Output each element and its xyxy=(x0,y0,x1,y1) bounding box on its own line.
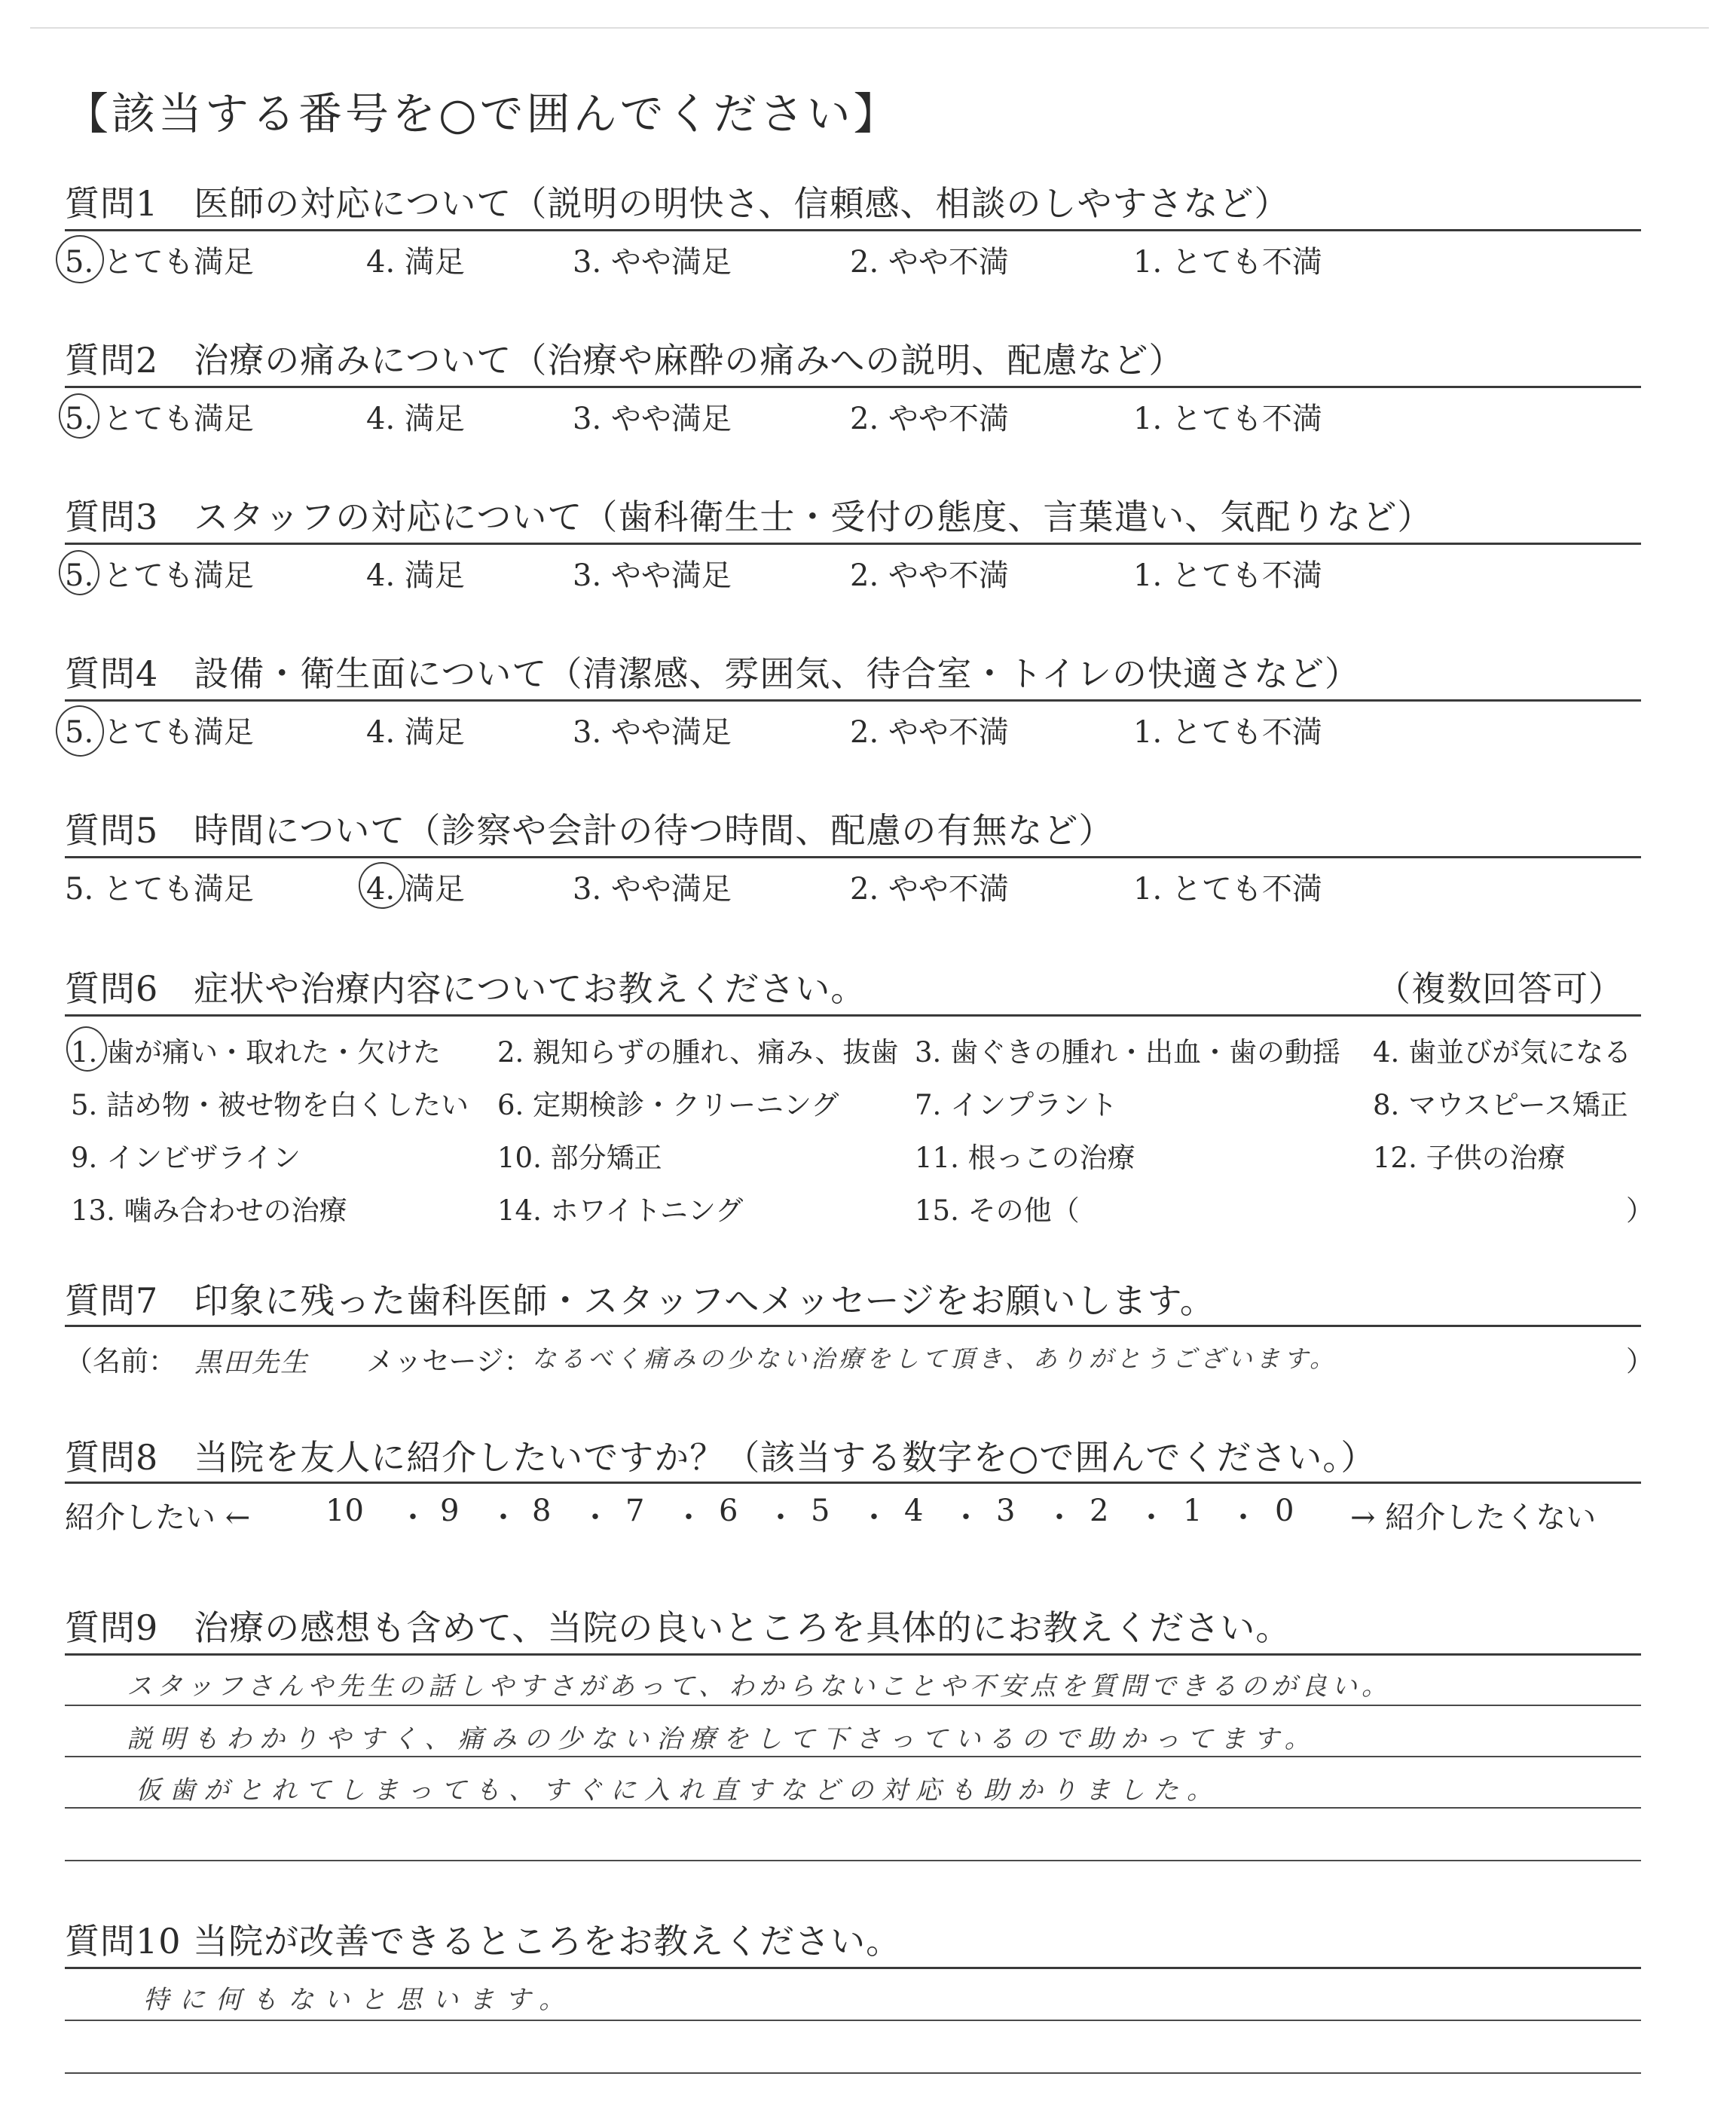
q1-option-3[interactable]: 3. やや満足 xyxy=(573,245,732,280)
q9-writing-line xyxy=(65,1860,1641,1861)
q5-option-1[interactable]: 1. とても不満 xyxy=(1133,872,1322,907)
q3-option-5[interactable]: 5. とても満足 xyxy=(65,558,254,593)
q5-option-2[interactable]: 2. やや不満 xyxy=(850,872,1009,907)
q6-option-12[interactable]: 12. 子供の治療 xyxy=(1373,1142,1566,1174)
q8-dot: ・ xyxy=(951,1500,981,1535)
q10-writing-line xyxy=(65,2020,1641,2021)
q9-writing-line xyxy=(65,1756,1641,1757)
q8-score-8[interactable]: 8 xyxy=(532,1494,552,1528)
q8-dot: ・ xyxy=(1136,1500,1166,1535)
q2-option-1[interactable]: 1. とても不満 xyxy=(1133,402,1322,436)
q2-option-2[interactable]: 2. やや不満 xyxy=(850,402,1009,436)
q10-writing-line xyxy=(65,2072,1641,2074)
q4-option-2[interactable]: 2. やや不満 xyxy=(850,715,1009,750)
q8-score-0[interactable]: 0 xyxy=(1275,1494,1294,1528)
q7-close-paren: ） xyxy=(1626,1345,1654,1378)
q2-heading: 質問2 治療の痛みについて（治療や麻酔の痛みへの説明、配慮など） xyxy=(65,340,1184,381)
q3-option-4[interactable]: 4. 満足 xyxy=(366,558,465,593)
q3-option-2[interactable]: 2. やや不満 xyxy=(850,558,1009,593)
q8-dot: ・ xyxy=(488,1500,518,1535)
scan-top-edge xyxy=(30,27,1709,29)
q8-dot: ・ xyxy=(1228,1500,1258,1535)
q5-option-4[interactable]: 4. 満足 xyxy=(366,872,465,907)
q6-option-14[interactable]: 14. ホワイトニング xyxy=(497,1194,744,1227)
q6-option-8[interactable]: 8. マウスピース矯正 xyxy=(1373,1089,1628,1121)
q8-score-7[interactable]: 7 xyxy=(625,1494,645,1528)
q8-score-10[interactable]: 10 xyxy=(326,1494,364,1528)
q7-message-label: メッセージ： xyxy=(366,1345,532,1378)
q6-option-4[interactable]: 4. 歯並びが気になる xyxy=(1373,1036,1632,1069)
q6-heading: 質問6 症状や治療内容についてお教えください。 xyxy=(65,968,866,1009)
q7-name-label: （名前： xyxy=(65,1345,176,1378)
q8-right-label: → 紹介したくない xyxy=(1350,1500,1597,1535)
q3-rule xyxy=(65,543,1641,545)
q3-option-1[interactable]: 1. とても不満 xyxy=(1133,558,1322,593)
q8-left-label: 紹介したい ← xyxy=(65,1500,251,1535)
q6-option-5[interactable]: 5. 詰め物・被せ物を白くしたい xyxy=(71,1089,469,1121)
q9-answer-line-1[interactable]: スタッフさんや先生の話しやすさがあって、わからないことや不安点を質問できるのが良い。 xyxy=(127,1671,1392,1702)
q4-option-4[interactable]: 4. 満足 xyxy=(366,715,465,750)
q9-rule xyxy=(65,1653,1641,1656)
q2-option-4[interactable]: 4. 満足 xyxy=(366,402,465,436)
q6-rule xyxy=(65,1014,1641,1017)
q9-answer-line-3[interactable]: 仮歯がとれてしまっても、すぐに入れ直すなどの対応も助かりました。 xyxy=(136,1775,1221,1806)
q6-other-close-paren: ） xyxy=(1626,1194,1654,1227)
q8-score-4[interactable]: 4 xyxy=(904,1494,924,1528)
q6-option-10[interactable]: 10. 部分矯正 xyxy=(497,1142,662,1174)
q4-heading: 質問4 設備・衛生面について（清潔感、雰囲気、待合室・トイレの快適さなど） xyxy=(65,653,1361,694)
q2-option-3[interactable]: 3. やや満足 xyxy=(573,402,732,436)
q10-answer-line-1[interactable]: 特に何もないと思います。 xyxy=(143,1985,576,2015)
q8-dot: ・ xyxy=(766,1500,796,1535)
q1-option-4[interactable]: 4. 満足 xyxy=(366,245,465,280)
q8-score-5[interactable]: 5 xyxy=(811,1494,830,1528)
q7-name-value[interactable]: 黒田先生 xyxy=(194,1347,310,1378)
q10-heading: 質問10 当院が改善できるところをお教えください。 xyxy=(65,1921,902,1962)
q1-option-5[interactable]: 5. とても満足 xyxy=(65,245,254,280)
q4-option-5[interactable]: 5. とても満足 xyxy=(65,715,254,750)
q6-option-6[interactable]: 6. 定期検診・クリーニング xyxy=(497,1089,839,1121)
q6-option-7[interactable]: 7. インプラント xyxy=(915,1089,1118,1121)
q8-dot: ・ xyxy=(398,1500,428,1535)
q8-score-6[interactable]: 6 xyxy=(719,1494,738,1528)
q5-option-3[interactable]: 3. やや満足 xyxy=(573,872,732,907)
q4-rule xyxy=(65,699,1641,702)
q7-message-value[interactable]: なるべく痛みの少ない治療をして頂き、ありがとうございます。 xyxy=(532,1344,1338,1373)
q4-option-3[interactable]: 3. やや満足 xyxy=(573,715,732,750)
q1-option-2[interactable]: 2. やや不満 xyxy=(850,245,1009,280)
q6-option-2[interactable]: 2. 親知らずの腫れ、痛み、抜歯 xyxy=(497,1036,899,1069)
q9-writing-line xyxy=(65,1807,1641,1809)
q8-score-1[interactable]: 1 xyxy=(1183,1494,1203,1528)
q6-option-9[interactable]: 9. インビザライン xyxy=(71,1142,301,1174)
q7-heading: 質問7 印象に残った歯科医師・スタッフへメッセージをお願いします。 xyxy=(65,1280,1215,1321)
q8-dot: ・ xyxy=(859,1500,889,1535)
q6-option-13[interactable]: 13. 噛み合わせの治療 xyxy=(71,1194,347,1227)
q8-score-2[interactable]: 2 xyxy=(1090,1494,1109,1528)
q8-heading: 質問8 当院を友人に紹介したいですか？（該当する数字を○で囲んでください。） xyxy=(65,1437,1377,1478)
q5-heading: 質問5 時間について（診察や会計の待つ時間、配慮の有無など） xyxy=(65,810,1114,851)
q3-heading: 質問3 スタッフの対応について（歯科衛生士・受付の態度、言葉遣い、気配りなど） xyxy=(65,497,1433,537)
q9-writing-line xyxy=(65,1705,1641,1706)
q8-score-9[interactable]: 9 xyxy=(440,1494,460,1528)
q6-option-15[interactable]: 15. その他（ xyxy=(915,1194,1080,1227)
q2-rule xyxy=(65,386,1641,388)
q9-heading: 質問9 治療の感想も含めて、当院の良いところを具体的にお教えください。 xyxy=(65,1607,1291,1648)
q1-heading: 質問1 医師の対応について（説明の明快さ、信頼感、相談のしやすさなど） xyxy=(65,183,1290,224)
q6-multi-note: （複数回答可） xyxy=(1376,968,1624,1009)
q8-rule xyxy=(65,1482,1641,1484)
q10-rule xyxy=(65,1967,1641,1969)
q5-option-5[interactable]: 5. とても満足 xyxy=(65,872,254,907)
q8-dot: ・ xyxy=(580,1500,610,1535)
form-title: 【該当する番号を○で囲んでください】 xyxy=(65,88,900,139)
q6-option-11[interactable]: 11. 根っこの治療 xyxy=(915,1142,1135,1174)
q3-option-3[interactable]: 3. やや満足 xyxy=(573,558,732,593)
q8-score-3[interactable]: 3 xyxy=(996,1494,1016,1528)
q8-dot: ・ xyxy=(1044,1500,1074,1535)
q6-option-1[interactable]: 1. 歯が痛い・取れた・欠けた xyxy=(71,1036,442,1069)
q4-option-1[interactable]: 1. とても不満 xyxy=(1133,715,1322,750)
q8-dot: ・ xyxy=(674,1500,704,1535)
q7-rule xyxy=(65,1325,1641,1327)
q6-option-3[interactable]: 3. 歯ぐきの腫れ・出血・歯の動揺 xyxy=(915,1036,1341,1069)
q2-option-5[interactable]: 5. とても満足 xyxy=(65,402,254,436)
q5-rule xyxy=(65,856,1641,858)
q1-rule xyxy=(65,229,1641,231)
q1-option-1[interactable]: 1. とても不満 xyxy=(1133,245,1322,280)
q9-answer-line-2[interactable]: 説明もわかりやすく、痛みの少ない治療をして下さっているので助かってます。 xyxy=(127,1724,1318,1754)
